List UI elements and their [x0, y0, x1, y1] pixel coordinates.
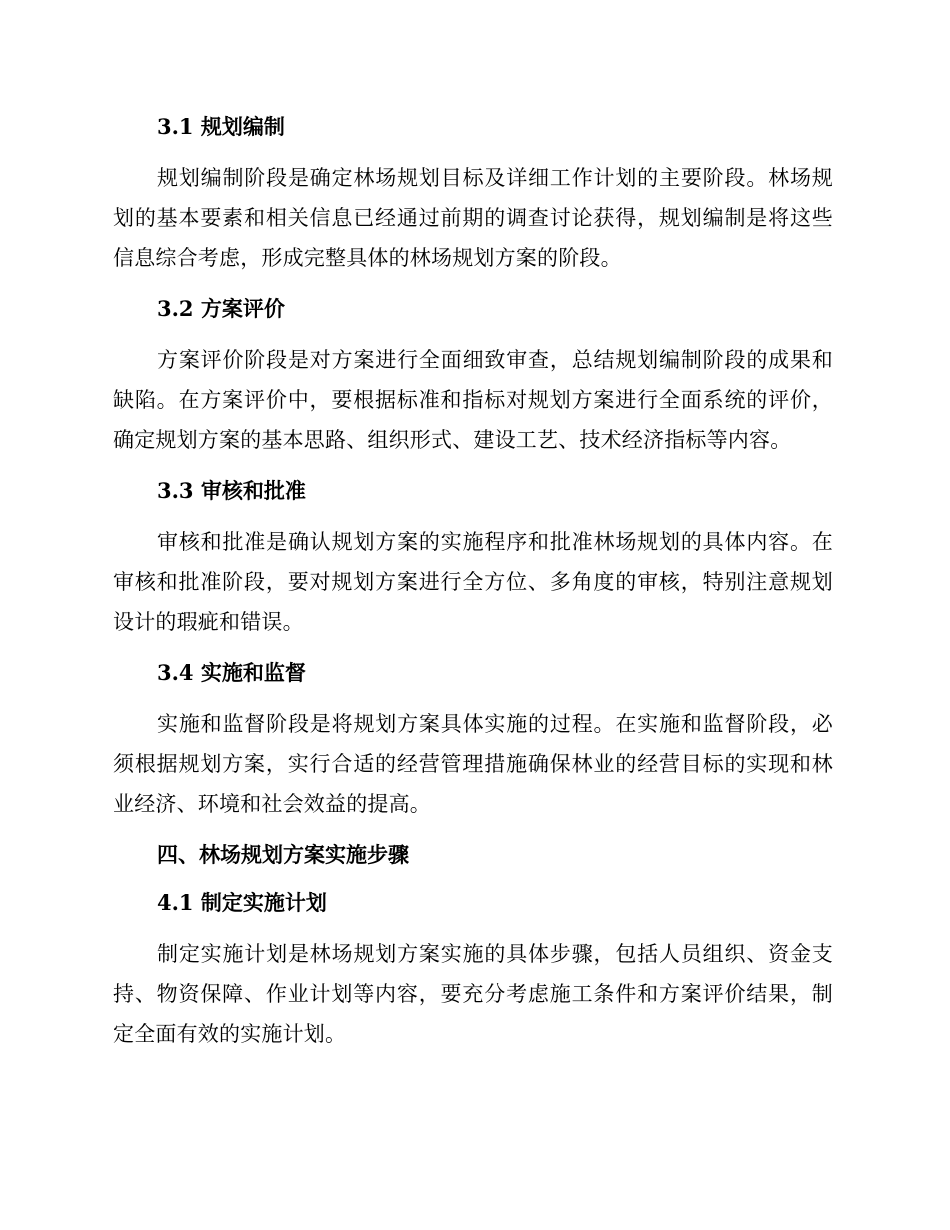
section-heading-3-3: 3.3 审核和批准 [157, 478, 306, 503]
section-paragraph-4-1: 制定实施计划是林场规划方案实施的具体步骤，包括人员组织、资金支持、物资保障、作业计划等内容，要充分考虑施工条件和方案评价结果，制定全面有效的实施计划。 [113, 942, 833, 1046]
section-paragraph-3-4: 实施和监督阶段是将规划方案具体实施的过程。在实施和监督阶段，必须根据规划方案，实行合适的经营管理措施确保林业的经营目标的实现和林业经济、环境和社会效益的提高。 [113, 712, 833, 816]
chapter-heading-4: 四、林场规划方案实施步骤 [157, 842, 409, 867]
section-heading-3-1: 3.1 规划编制 [157, 114, 285, 139]
document-body [113, 110, 833, 1054]
section-heading-3-2: 3.2 方案评价 [157, 296, 285, 321]
section-paragraph-3-2: 方案评价阶段是对方案进行全面细致审查，总结规划编制阶段的成果和缺陷。在方案评价中，要根据标准和指标对规划方案进行全面系统的评价，确定规划方案的基本思路、组织形式、建设工艺、技术经济指标等内容。 [113, 348, 833, 452]
section-heading-3-4: 3.4 实施和监督 [157, 660, 306, 685]
section-paragraph-3-1: 规划编制阶段是确定林场规划目标及详细工作计划的主要阶段。林场规划的基本要素和相关信息已经通过前期的调查讨论获得，规划编制是将这些信息综合考虑，形成完整具体的林场规划方案的阶段。 [113, 166, 833, 270]
section-heading-4-1: 4.1 制定实施计划 [157, 890, 327, 915]
section-paragraph-3-3: 审核和批准是确认规划方案的实施程序和批准林场规划的具体内容。在审核和批准阶段，要对规划方案进行全方位、多角度的审核，特别注意规划设计的瑕疵和错误。 [113, 530, 833, 634]
